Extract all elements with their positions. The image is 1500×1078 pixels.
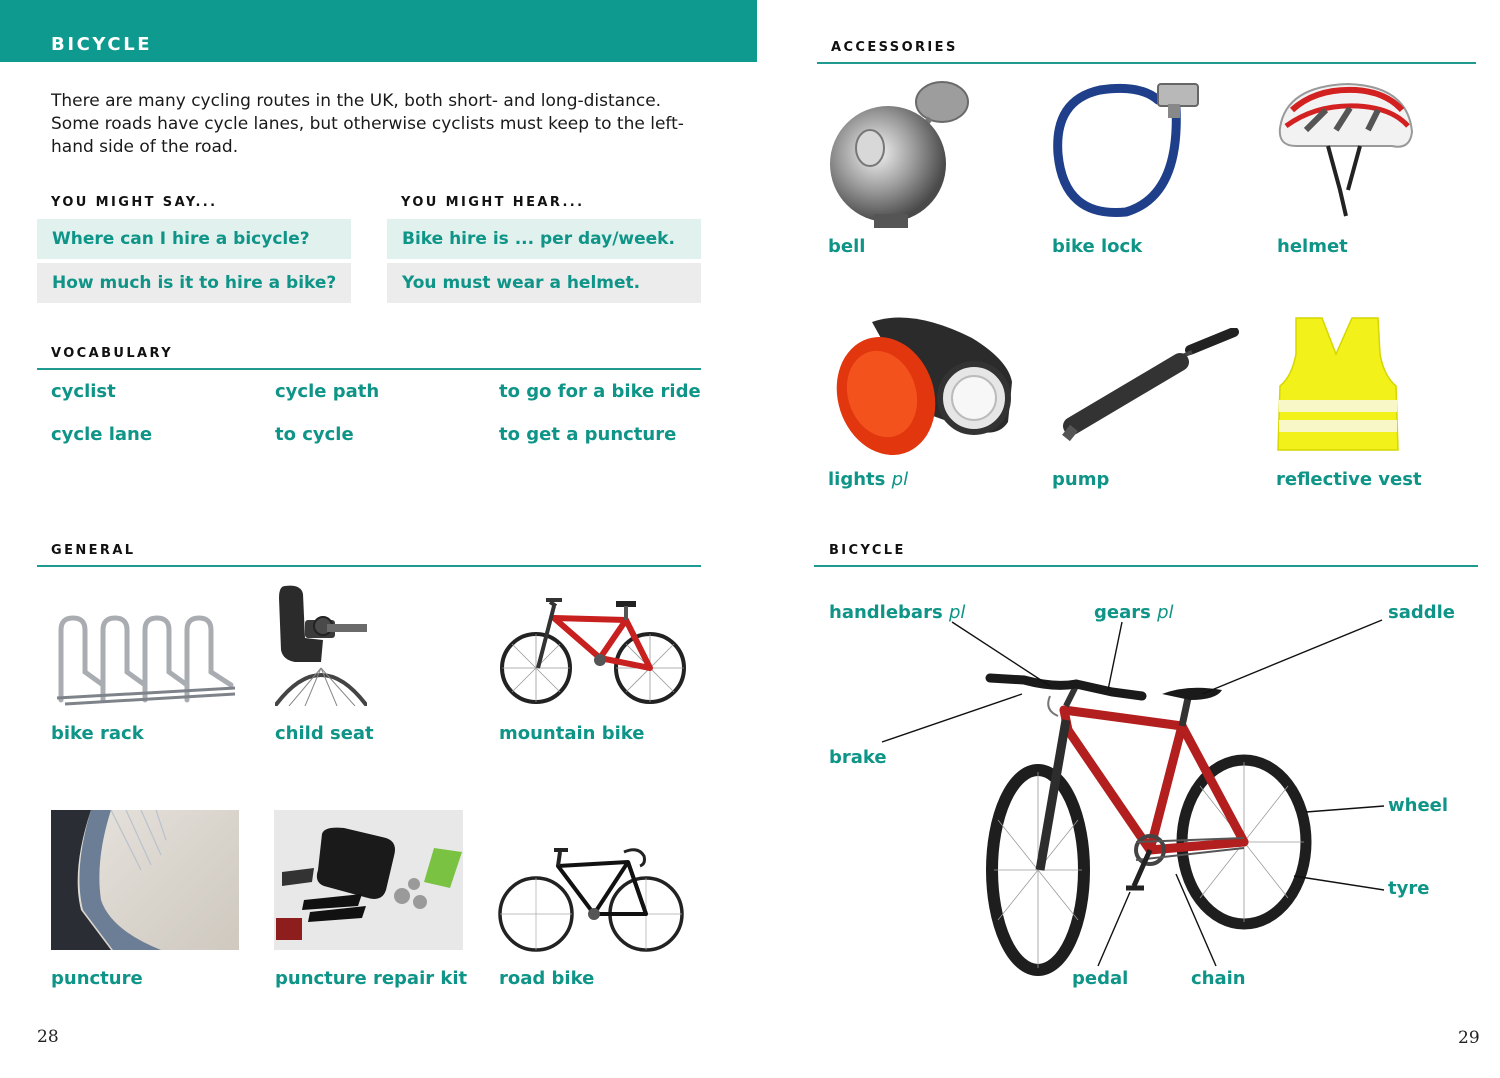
bicycle-label-pedal: pedal [1072,968,1129,989]
you-might-say-heading: YOU MIGHT SAY... [51,195,218,210]
accessory-bike-lock: bike lock [1052,236,1143,257]
bicycle-label-gears [1094,602,1174,623]
bike-rack-image [51,610,241,710]
bell-image [830,80,972,230]
vocab-cyclist: cyclist [51,381,116,402]
helmet-image [1276,80,1416,220]
say-phrase-2: How much is it to hire a bike? [37,263,351,303]
vocabulary-rule [37,368,701,370]
you-might-hear-heading: YOU MIGHT HEAR... [401,195,585,210]
general-child-seat: child seat [275,723,374,744]
page-number-left: 28 [37,1027,59,1047]
bicycle-label-brake: brake [829,747,887,768]
bicycle-label-handlebars [829,602,965,623]
vocab-cycle-path: cycle path [275,381,380,402]
puncture-repair-kit-image [274,810,463,950]
general-bike-rack: bike rack [51,723,144,744]
hear-phrase-2: You must wear a helmet. [387,263,701,303]
vocab-get-puncture: to get a puncture [499,424,677,445]
lights-image [832,312,1016,458]
reflective-vest-image [1276,314,1400,452]
bicycle-label-tyre: tyre [1388,878,1430,899]
intro-text: There are many cycling routes in the UK, both short- and long-distance. Some roads have cycle lanes, but otherwise cyclists must keep to the left-hand side of the road. [51,91,684,157]
road-bike-image [498,838,684,954]
bicycle-rule [814,565,1478,567]
gears-plural-marker: pl [1157,602,1174,623]
accessory-reflective-vest: reflective vest [1276,469,1422,490]
vocabulary-heading: VOCABULARY [51,346,174,361]
handlebars-plural-marker: pl [948,602,966,623]
general-puncture: puncture [51,968,143,989]
bike-lock-image [1050,78,1202,220]
say-phrase-1: Where can I hire a bicycle? [37,219,351,259]
accessories-heading: ACCESSORIES [831,40,958,55]
general-puncture-repair-kit: puncture repair kit [275,968,468,989]
accessories-rule [817,62,1476,64]
page-number-right: 29 [1458,1028,1480,1048]
accessory-lights-plural-marker: pl [891,469,909,490]
child-seat-image [275,580,367,706]
pump-image [1058,328,1240,450]
hear-phrase-1: Bike hire is ... per day/week. [387,219,701,259]
accessory-lights [828,469,908,490]
accessory-pump: pump [1052,469,1110,490]
mountain-bike-image [498,588,688,708]
bicycle-diagram [814,580,1478,1000]
bicycle-label-chain: chain [1191,968,1246,989]
banner-title: BICYCLE [51,34,153,55]
gears-label: gears [1094,602,1151,623]
vocab-go-for-bike-ride: to go for a bike ride [499,381,701,402]
bicycle-label-saddle: saddle [1388,602,1456,623]
section-banner [0,0,757,62]
bicycle-heading: BICYCLE [829,543,906,558]
general-mountain-bike: mountain bike [499,723,645,744]
general-heading: GENERAL [51,543,136,558]
bicycle-label-wheel: wheel [1388,795,1449,816]
handlebars-label: handlebars [829,602,943,623]
accessory-helmet: helmet [1277,236,1348,257]
vocab-to-cycle: to cycle [275,424,354,445]
general-road-bike: road bike [499,968,595,989]
general-rule [37,565,701,567]
accessory-bell: bell [828,236,866,257]
accessory-lights-label: lights [828,469,886,490]
vocab-cycle-lane: cycle lane [51,424,153,445]
puncture-image [51,810,239,950]
